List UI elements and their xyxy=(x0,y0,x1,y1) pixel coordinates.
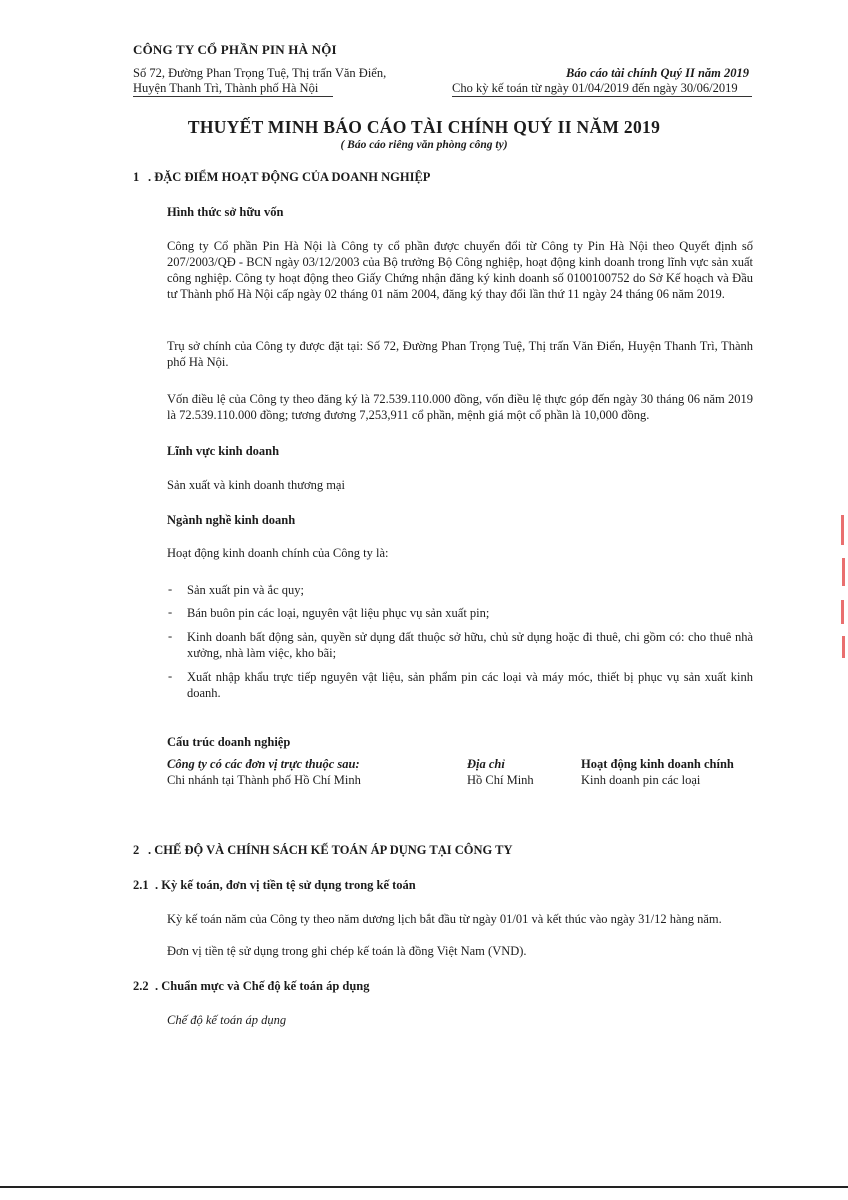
section-2-title: . CHẾ ĐỘ VÀ CHÍNH SÁCH KẾ TOÁN ÁP DỤNG TẠI CÔNG TY xyxy=(148,843,513,857)
subsection-2-1-title: . Kỳ kế toán, đơn vị tiền tệ sử dụng trong kế toán xyxy=(155,878,416,892)
bullet-dash: - xyxy=(168,629,173,643)
accounting-regime-subheading: Chế độ kế toán áp dụng xyxy=(167,1013,287,1027)
ownership-paragraph-3: Vốn điều lệ của Công ty theo đăng ký là 72.539.110.000 đồng, vốn điều lệ thực góp đến ngày 30 tháng 06 năm 2019 là 72.539.110.000 đồng; tương đương 7,253,911 cổ phần, mệnh giá một cổ phần là 10,000 đồng. xyxy=(167,392,753,422)
structure-heading: Cấu trúc doanh nghiệp xyxy=(167,735,291,749)
stamp-mark xyxy=(842,636,845,658)
accounting-period-text: Kỳ kế toán năm của Công ty theo năm dương lịch bắt đầu từ ngày 01/01 và kết thúc vào ngày 31/12 hàng năm. xyxy=(167,912,722,926)
bullet-dash: - xyxy=(168,605,173,619)
document-subtitle: ( Báo cáo riêng văn phòng công ty) xyxy=(340,139,508,151)
bullet-dash: - xyxy=(168,669,173,683)
structure-col-activity: Hoạt động kinh doanh chính xyxy=(581,757,734,771)
page-bottom-edge xyxy=(0,1186,848,1188)
period-underline xyxy=(452,96,752,97)
section-2-number: 2 xyxy=(133,843,140,857)
company-address-line2: Huyện Thanh Trì, Thành phố Hà Nội xyxy=(133,81,319,95)
structure-col-units: Công ty có các đơn vị trực thuộc sau: xyxy=(167,757,360,771)
section-1-title: . ĐẶC ĐIỂM HOẠT ĐỘNG CỦA DOANH NGHIỆP xyxy=(148,170,431,184)
business-line-item: Bán buôn pin các loại, nguyên vật liệu phục vụ sản xuất pin; xyxy=(187,606,490,620)
structure-cell-address: Hồ Chí Minh xyxy=(467,773,534,787)
stamp-mark xyxy=(841,515,844,545)
stamp-mark xyxy=(842,558,845,586)
ownership-paragraph-2: Trụ sở chính của Công ty được đặt tại: Số 72, Đường Phan Trọng Tuệ, Thị trấn Văn Điển, Huyện Thanh Trì, Thành phố Hà Nội. xyxy=(167,339,753,369)
business-line-heading: Ngành nghề kinh doanh xyxy=(167,513,296,527)
business-field-text: Sản xuất và kinh doanh thương mại xyxy=(167,478,345,492)
subsection-2-2-number: 2.2 xyxy=(133,979,149,993)
report-title: Báo cáo tài chính Quý II năm 2019 xyxy=(566,66,750,80)
stamp-mark xyxy=(841,600,844,624)
business-line-item: Sản xuất pin và ắc quy; xyxy=(187,583,304,597)
document-title: THUYẾT MINH BÁO CÁO TÀI CHÍNH QUÝ II NĂM 2019 xyxy=(187,117,661,137)
business-line-item: Xuất nhập khẩu trực tiếp nguyên vật liệu, sản phẩm pin các loại và máy móc, thiết bị phục vụ sản xuất kinh doanh. xyxy=(187,670,753,700)
structure-cell-activity: Kinh doanh pin các loại xyxy=(581,773,701,787)
subsection-2-2-title: . Chuẩn mực và Chế độ kế toán áp dụng xyxy=(155,979,370,993)
business-field-heading: Lĩnh vực kinh doanh xyxy=(167,444,280,458)
business-line-intro: Hoạt động kinh doanh chính của Công ty là: xyxy=(167,546,389,560)
subsection-2-1-number: 2.1 xyxy=(133,878,149,892)
bullet-dash: - xyxy=(168,582,173,596)
address-underline xyxy=(133,96,333,97)
company-address-line1: Số 72, Đường Phan Trọng Tuệ, Thị trấn Văn Điển, xyxy=(133,66,387,80)
structure-cell-unit: Chi nhánh tại Thành phố Hồ Chí Minh xyxy=(167,773,361,787)
ownership-paragraph-1: Công ty Cổ phần Pin Hà Nội là Công ty cổ phần được chuyển đổi từ Công ty Pin Hà Nội theo Quyết định số 207/2003/QĐ - BCN ngày 03/12/2003 của Bộ trưởng Bộ Công nghiệp, hoạt động kinh doanh trong lĩnh vực sản xuất công nghiệp. Công ty hoạt động theo Giấy Chứng nhận đăng ký kinh doanh số 0100100752 do Sở Kế hoạch và Đầu tư Thành phố Hà Nội cấp ngày 02 tháng 01 năm 2004, đăng ký thay đổi lần thứ 11 ngày 24 tháng 06 năm 2019. xyxy=(167,239,753,301)
company-name: CÔNG TY CỔ PHẦN PIN HÀ NỘI xyxy=(133,42,337,57)
business-line-item: Kinh doanh bất động sản, quyền sử dụng đất thuộc sở hữu, chủ sử dụng hoặc đi thuê, chi gồm có: cho thuê nhà xưởng, nhà làm việc, kho bãi; xyxy=(187,630,753,660)
ownership-heading: Hình thức sở hữu vốn xyxy=(167,205,284,219)
section-1-number: 1 xyxy=(133,170,140,184)
report-period: Cho kỳ kế toán từ ngày 01/04/2019 đến ngày 30/06/2019 xyxy=(452,81,738,95)
structure-col-address: Địa chỉ xyxy=(467,757,505,771)
currency-unit-text: Đơn vị tiền tệ sử dụng trong ghi chép kế toán là đồng Việt Nam (VND). xyxy=(167,944,527,958)
